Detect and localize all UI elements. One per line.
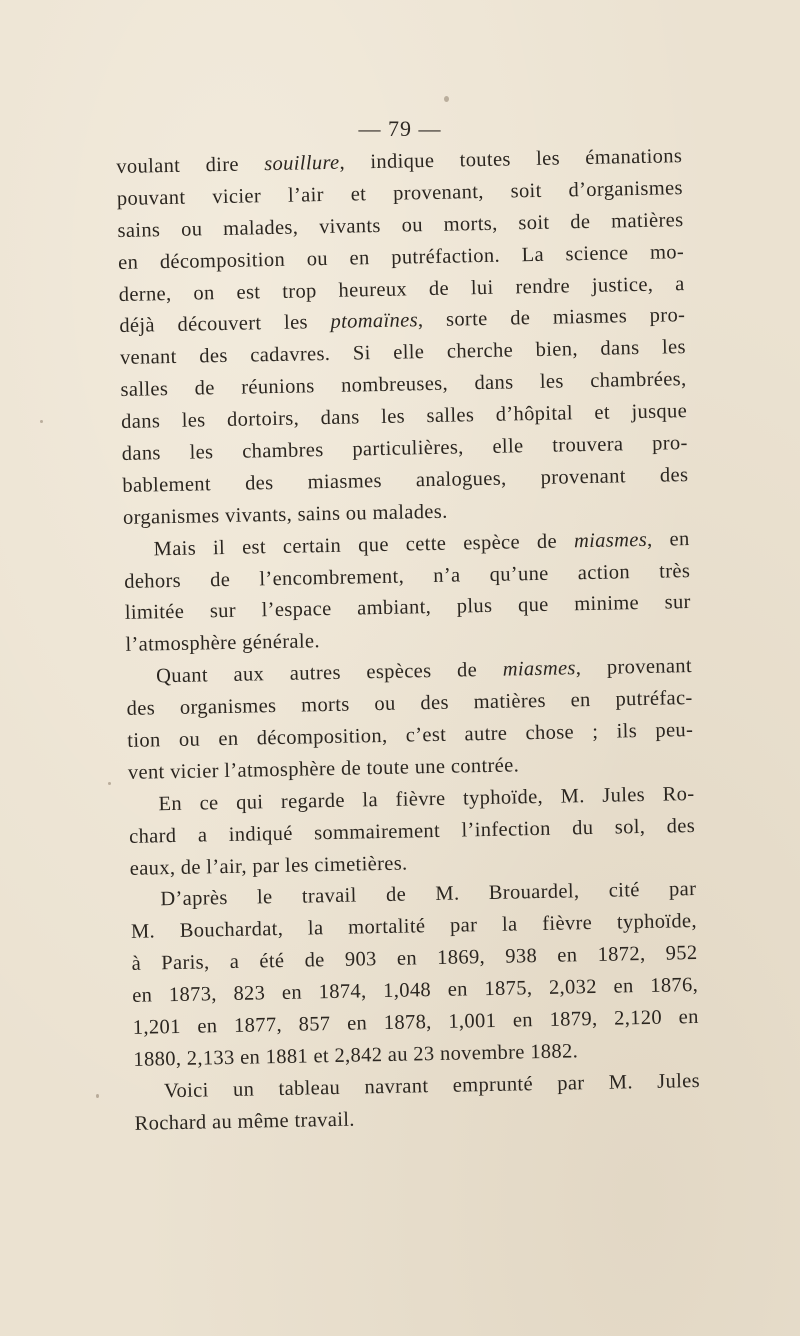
text-line: des organismes morts ou des matières en putréfac-	[126, 687, 693, 721]
paper-speck	[108, 782, 111, 785]
text-line: Rochard au même travail.	[134, 1108, 355, 1135]
text-line: déjà découvert les ptomaïnes, sorte de miasmes pro-	[119, 304, 686, 338]
text-line: salles de réunions nombreuses, dans les chambrées,	[120, 368, 687, 402]
text-line: tion ou en décomposition, c’est autre chose ; ils peu-	[127, 719, 694, 752]
text-line: bablement des miasmes analogues, provenant des	[122, 463, 689, 497]
paper-speck	[40, 420, 43, 423]
text-line: vent vicier l’atmosphère de toute une contrée.	[127, 754, 520, 784]
text-line: en 1873, 823 en 1874, 1,048 en 1875, 2,032 en 1876,	[131, 974, 699, 1007]
text-line: eaux, de l’air, par les cimetières.	[129, 852, 408, 880]
body-text	[116, 141, 701, 1140]
text-line: dans les dortoirs, dans les salles d’hôpital et jusque	[120, 400, 688, 434]
text-line: 1,201 en 1877, 857 en 1878, 1,001 en 1879, 2,120 en	[132, 1006, 699, 1039]
text-line: chard a indiqué sommairement l’infection du sol, des	[128, 814, 696, 848]
text-line: Mais il est certain que cette espèce de miasmes, en	[153, 527, 690, 561]
text-line: M. Bouchardat, la mortalité par la fièvre typhoïde,	[130, 910, 698, 944]
paper-speck	[444, 96, 449, 102]
text-line: 1880, 2,133 en 1881 et 2,842 au 23 novembre 1882.	[133, 1040, 579, 1071]
text-line: dehors de l’encombrement, n’a qu’une action très	[124, 559, 691, 593]
text-line: pouvant vicier l’air et provenant, soit d’organismes	[116, 177, 684, 210]
text-line: Quant aux autres espèces de miasmes, provenant	[155, 655, 693, 688]
text-line: En ce qui regarde la fièvre typhoïde, M. Jules Ro-	[158, 782, 695, 816]
text-line: limitée sur l’espace ambiant, plus que minime sur	[124, 591, 691, 625]
text-line: dans les chambres particulières, elle trouvera pro-	[121, 432, 688, 465]
text-line: en décomposition ou en putréfaction. La science mo-	[117, 240, 685, 274]
paper-speck	[96, 1094, 99, 1098]
text-line: sains ou malades, vivants ou morts, soit de matières	[117, 208, 684, 242]
text-line: venant des cadavres. Si elle cherche bien, dans les	[119, 336, 687, 370]
text-line: l’atmosphère générale.	[125, 630, 321, 657]
text-line: à Paris, a été de 903 en 1869, 938 en 1872, 952	[131, 942, 698, 976]
text-line: derne, on est trop heureux de lui rendre justice, a	[118, 272, 685, 306]
text-line: D’après le travail de M. Brouardel, cité par	[160, 878, 697, 911]
text-line: organismes vivants, sains ou malades.	[122, 500, 448, 529]
text-line: Voici un tableau navrant emprunté par M. Jules	[163, 1069, 701, 1103]
text-line: voulant dire souillure, indique toutes les émanations	[116, 145, 683, 178]
page-number: — 79 —	[358, 116, 442, 141]
